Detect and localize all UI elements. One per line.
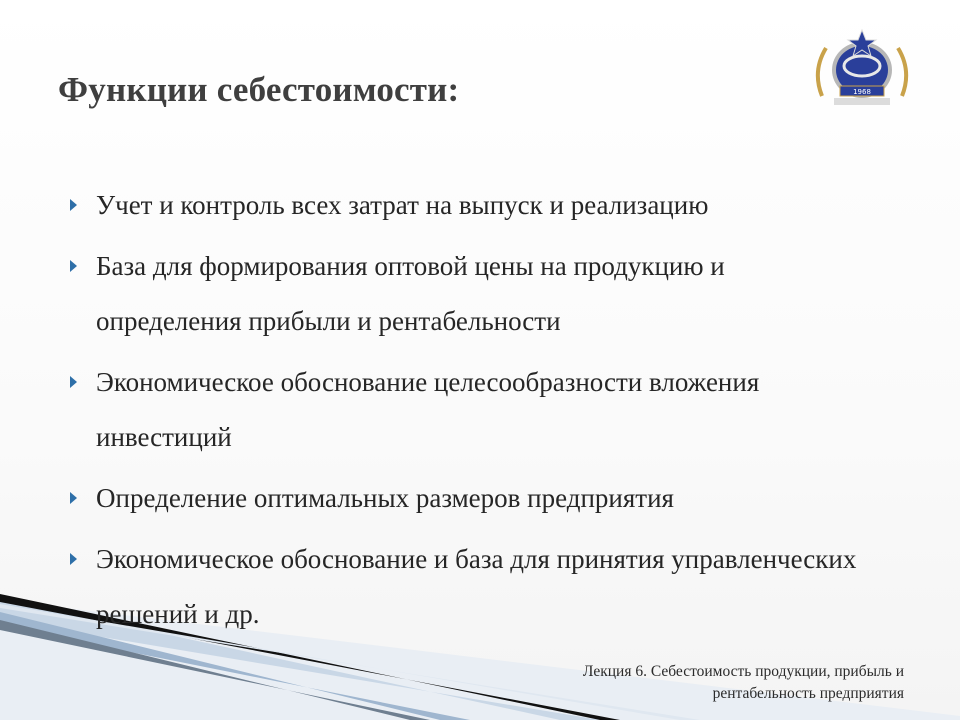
bullet-text: База для формирования оптовой цены на продукцию и определения прибыли и рентабельности xyxy=(96,251,725,336)
bullet-item xyxy=(70,355,870,465)
bullet-text: Определение оптимальных размеров предприятия xyxy=(96,483,674,513)
bullet-item xyxy=(70,178,870,233)
bullet-item xyxy=(70,239,870,349)
bullet-list xyxy=(70,178,870,648)
slide-title: Функции себестоимости: xyxy=(58,70,460,109)
bullet-text: Экономическое обоснование целесообразности вложения инвестиций xyxy=(96,367,760,452)
triangle-bullet-icon xyxy=(70,260,77,272)
triangle-bullet-icon xyxy=(70,199,77,211)
bullet-text: Экономическое обоснование и база для принятия управленческих решений и др. xyxy=(96,544,857,629)
bullet-text: Учет и контроль всех затрат на выпуск и реализацию xyxy=(96,190,709,220)
university-emblem-logo xyxy=(812,26,912,110)
triangle-bullet-icon xyxy=(70,376,77,388)
slide-footer xyxy=(484,661,904,705)
bullet-item xyxy=(70,471,870,526)
triangle-bullet-icon xyxy=(70,492,77,504)
svg-text:1968: 1968 xyxy=(853,88,871,96)
bullet-item xyxy=(70,532,870,642)
footer-line-1: Лекция 6. Себестоимость продукции, прибыль и xyxy=(582,663,904,680)
triangle-bullet-icon xyxy=(70,553,77,565)
footer-line-2: рентабельность предприятия xyxy=(712,685,904,702)
